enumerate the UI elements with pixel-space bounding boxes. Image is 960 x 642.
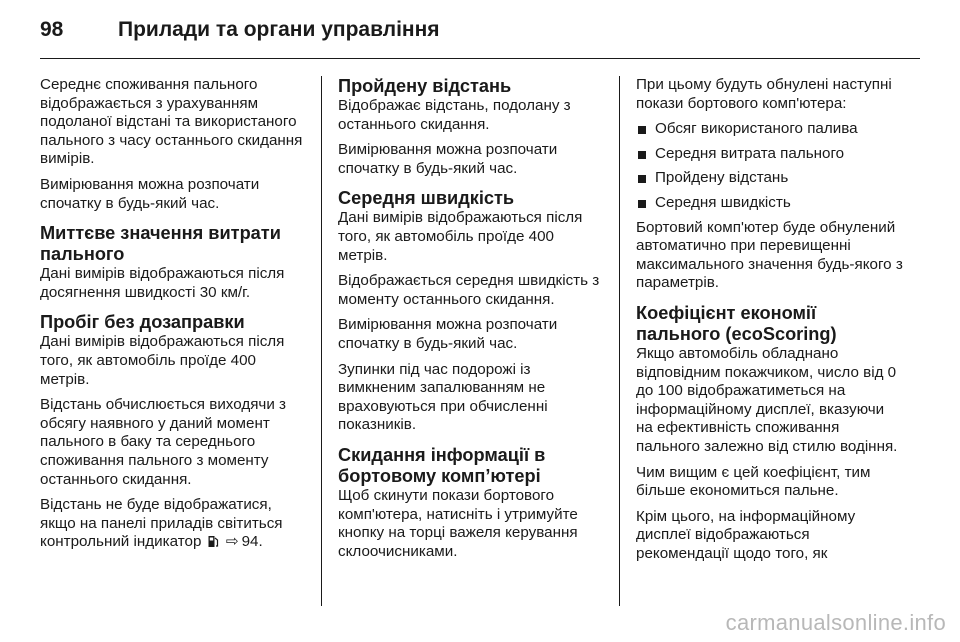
page-number: 98 (40, 18, 64, 41)
paragraph: Крім цього, на інформаційному дисплеї відображаються рекомендації щодо того, як (636, 507, 856, 562)
paragraph: При цьому будуть обнулені наступні покази бортового комп'ютера: (636, 76, 892, 112)
paragraph: Середнє споживання пального відображається з урахуванням подоланої відстані та використаного пального з часу останнього скидання вимірів. (40, 76, 303, 168)
paragraph: Вимірювання можна розпочати спочатку в будь-який час. (338, 141, 558, 177)
column-1 (40, 76, 308, 559)
page-title: Прилади та органи управління (118, 18, 440, 41)
section-heading: Пробіг без дозаправки (40, 312, 245, 333)
bullet-square-icon (638, 151, 646, 159)
page-reference-arrow-icon: ⇨ (225, 533, 239, 551)
section-heading: Середня швидкість (338, 188, 515, 209)
column-2 (338, 76, 606, 568)
paragraph: Відображається середня швидкість з моменту останнього скидання. (338, 272, 600, 308)
paragraph: Відстань обчислюється виходячи з обсягу наявного у даний момент пального в баку та середнього споживання пального з моменту останнього скидання. (40, 396, 287, 488)
section-heading: Скидання інформації в бортовому комп’ютері (338, 444, 546, 486)
column-3 (636, 76, 904, 570)
column-divider-2 (619, 76, 620, 606)
paragraph-text: Відстань не буде відображатися, якщо на панелі приладів світиться контрольний індикатор (40, 496, 283, 551)
bullet-square-icon (638, 126, 646, 134)
paragraph (40, 496, 308, 552)
list-item: Обсяг використаного палива (636, 120, 904, 139)
watermark: carmanualsonline.info (725, 610, 946, 635)
reset-items-list (636, 120, 904, 212)
bullet-square-icon (638, 175, 646, 183)
paragraph: Відображає відстань, подолану з останнього скидання. (338, 97, 571, 133)
paragraph: Вимірювання можна розпочати спочатку в будь-який час. (338, 316, 558, 352)
list-item: Пройдену відстань (636, 169, 904, 188)
list-item: Середня швидкість (636, 194, 904, 213)
list-item: Середня витрата пального (636, 145, 904, 164)
section-heading: Миттєве значення витрати пального (40, 223, 281, 265)
paragraph: Щоб скинути покази бортового комп'ютера, натисніть і утримуйте кнопку на торці важеля керування склоочисниками. (338, 486, 578, 560)
column-divider-1 (321, 76, 322, 606)
fuel-warning-icon (208, 535, 219, 548)
paragraph: Чим вищим є цей коефіцієнт, тим більше економиться пальне. (636, 463, 871, 500)
paragraph: Дані вимірів відображаються після того, як автомобіль проїде 400 метрів. (338, 209, 583, 264)
paragraph: Дані вимірів відображаються після досягнення швидкості 30 км/г. (40, 265, 285, 301)
page-reference[interactable]: 94. (241, 533, 263, 551)
section-heading: Пройдену відстань (338, 76, 512, 96)
paragraph: Якщо автомобіль обладнано відповідним покажчиком, число від 0 до 100 відображатиметься на інформаційному дисплеї, вказуючи на ефективність споживання пального залежно від стилю водіння. (636, 344, 898, 455)
paragraph: Дані вимірів відображаються після того, як автомобіль проїде 400 метрів. (40, 333, 285, 388)
paragraph: Бортовий комп'ютер буде обнулений автоматично при перевищенні максимального значення будь-якого з параметрів. (636, 218, 903, 292)
paragraph: Зупинки під час подорожі із вимкненим запалюванням не враховуються при обчисленні показників. (338, 360, 548, 434)
page-header (40, 18, 920, 46)
section-heading: Коефіцієнт економії пального (ecoScoring) (636, 302, 837, 344)
bullet-square-icon (638, 200, 646, 208)
paragraph: Вимірювання можна розпочати спочатку в будь-який час. (40, 175, 260, 212)
header-rule (40, 58, 920, 59)
